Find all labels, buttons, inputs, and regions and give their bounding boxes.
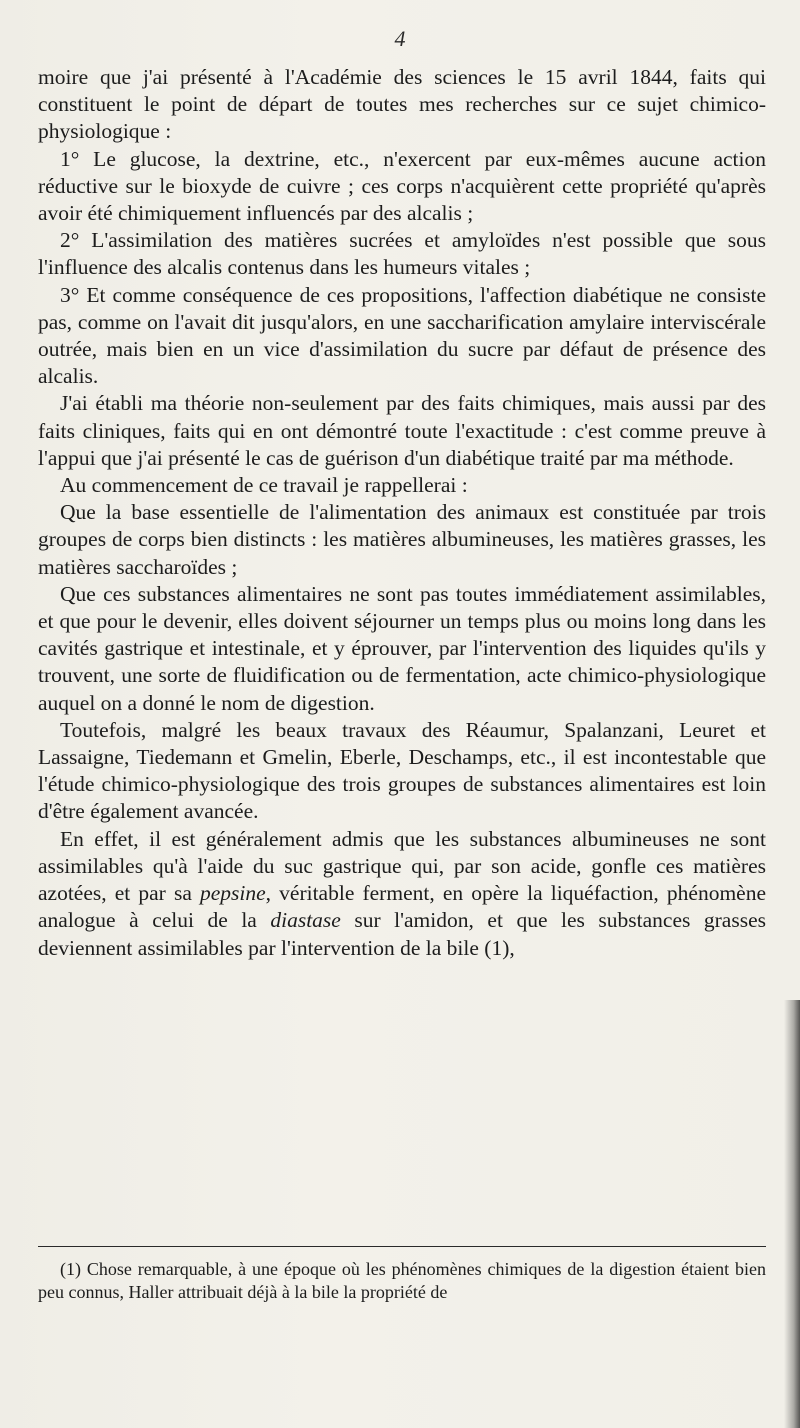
footnote: (1) Chose remarquable, à une époque où les phénomènes chimiques de la digestion étaient bien peu connus, Haller attribuait déjà à la bile la propriété de [38,1259,766,1302]
body-text [38,64,766,962]
italic-term-pepsine: pepsine [199,881,266,906]
paragraph-point-2: 2° L'assimilation des matières sucrées et amyloïdes n'est possible que sous l'influence des alcalis contenus dans les humeurs vitales ; [38,228,766,280]
paragraph-base: Que la base essentielle de l'alimentation des animaux est constituée par trois groupes de corps bien distincts : les matières albumineuses, les matières grasses, les matières saccharoïdes ; [38,500,766,579]
page-number: 4 [394,26,406,51]
paragraph-substances: Que ces substances alimentaires ne sont pas toutes immédiatement assimilables, et que pour le devenir, elles doivent séjourner un temps plus ou moins long dans les cavités gastrique et intestinale, et y éprouver, par l'intervention des liquides qu'ils y trouvent, une sorte de fluidification ou de fermentation, acte chimico-physiologique auquel on a donné le nom de digestion. [38,581,766,715]
paragraph-intro: Au commencement de ce travail je rappellerai : [60,473,468,498]
italic-term-diastase: diastase [270,908,341,933]
paragraph-theory: J'ai établi ma théorie non-seulement par des faits chimiques, mais aussi par des faits cliniques, faits qui en ont démontré toute l'exactitude : c'est comme preuve à l'appui que j'ai présenté le cas de guérison d'un diabétique traité par ma méthode. [38,391,766,470]
paragraph-point-1: 1° Le glucose, la dextrine, etc., n'exercent par eux-mêmes aucune action réductive sur le bioxyde de cuivre ; ces corps n'acquièrent cette propriété qu'après avoir été chimiquement influencés par des alcalis ; [38,146,766,226]
text-segment: En effet, il est généralement admis que les substances albumineuses ne sont assimilables qu'à l'aide du suc gastrique qui, par son acide, gonfle ces matières azotées, et par sa [38,826,766,906]
page-edge-shadow [784,1000,800,1428]
paragraph-en-effet [38,826,766,962]
footnote-divider [38,1246,766,1247]
paragraph-toutefois: Toutefois, malgré les beaux travaux des Réaumur, Spalanzani, Leuret et Lassaigne, Tiedemann et Gmelin, Eberle, Deschamps, etc., il est incontestable que l'étude chimico-physiologique des trois groupes de substances alimentaires est loin d'être également avancée. [38,717,766,824]
text-segment: , véritable ferment, en opère la liquéfaction, phénomène analogue à celui de la [38,881,766,933]
text-segment: sur l'amidon, et que les substances grasses deviennent assimilables par l'intervention de la bile (1), [38,908,766,960]
paragraph-continuation: moire que j'ai présenté à l'Académie des sciences le 15 avril 1844, faits qui constituent le point de départ de toutes mes recherches sur ce sujet chimico-physiologique : [38,65,766,144]
paragraph-point-3: 3° Et comme conséquence de ces propositions, l'affection diabétique ne consiste pas, comme on l'avait dit jusqu'alors, en une saccharification amylaire interviscérale outrée, mais bien en un vice d'assimilation du sucre par défaut de présence des alcalis. [38,282,766,389]
